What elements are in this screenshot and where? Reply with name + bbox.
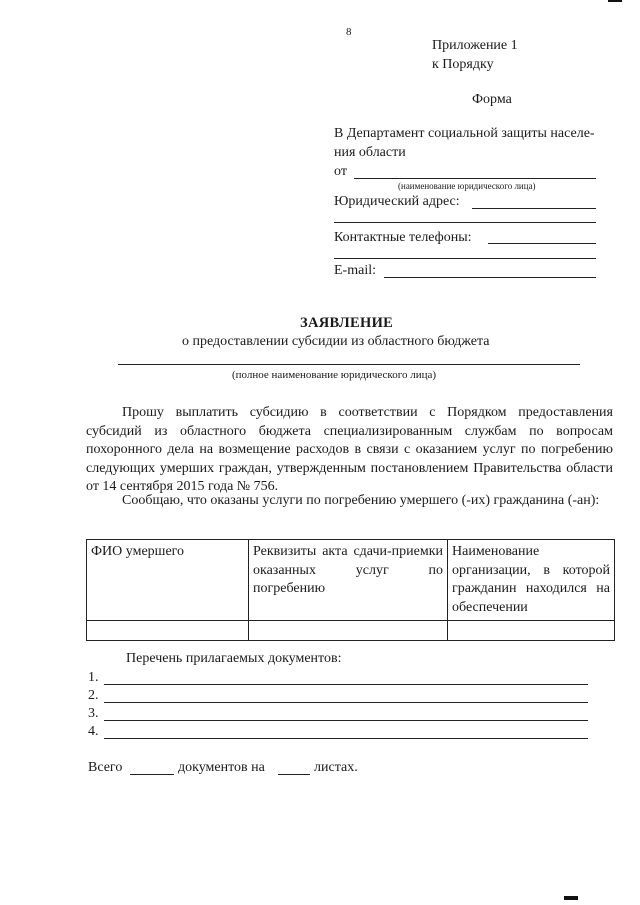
document-item-line[interactable]: [104, 684, 588, 685]
scan-mark-bottom: [564, 896, 578, 900]
legal-address-label: Юридический адрес:: [334, 194, 460, 209]
services-paragraph: Сообщаю, что оказаны услуги по погребению умершего (-их) гражданина (-ан):: [122, 493, 600, 508]
application-title: ЗАЯВЛЕНИЕ: [300, 315, 394, 331]
addressee-line-1: В Департамент социальной защиты населе-: [334, 126, 595, 141]
phones-extra-line[interactable]: [334, 258, 596, 259]
table-cell[interactable]: [249, 621, 448, 641]
total-sheets-line[interactable]: [278, 774, 310, 775]
document-item-number: 2.: [88, 688, 99, 703]
document-item-line[interactable]: [104, 702, 588, 703]
documents-on-label: документов на: [178, 760, 265, 775]
email-label: E-mail:: [334, 263, 376, 278]
services-table: [86, 539, 615, 641]
appendix-label: Приложение 1: [432, 38, 518, 53]
sheets-label: листах.: [314, 760, 358, 775]
scan-mark-top: [608, 0, 622, 2]
header-cell-deceased-name: ФИО умершего: [87, 540, 249, 621]
application-subtitle: о предоставлении субсидии из областного бюджета: [182, 334, 490, 349]
phones-field-line[interactable]: [488, 243, 596, 244]
from-label: от: [334, 164, 347, 179]
document-item-number: 4.: [88, 724, 99, 739]
total-label: Всего: [88, 760, 123, 775]
legal-address-extra-line[interactable]: [334, 222, 596, 223]
documents-heading: Перечень прилагаемых документов:: [126, 651, 342, 666]
header-cell-act-details: Реквизиты акта сдачи-приемки оказанных услуг по погребению: [249, 540, 448, 621]
from-field-line[interactable]: [354, 178, 596, 179]
organization-name-hint: (полное наименование юридического лица): [232, 369, 437, 381]
table-header-row: [87, 540, 615, 621]
organization-name-line[interactable]: [118, 364, 580, 365]
total-documents-line[interactable]: [130, 774, 174, 775]
table-cell[interactable]: [87, 621, 249, 641]
document-item-line[interactable]: [104, 720, 588, 721]
document-item-number: 1.: [88, 670, 99, 685]
phones-label: Контактные телефоны:: [334, 230, 472, 245]
request-paragraph: Прошу выплатить субсидию в соответствии с Порядком предоставления субсидий из областного бюджета специализированным службам по вопросам похоронного дела на возмещение расходов в связи с оказанием услуг по погребению следующих умерших граждан, утвержденным постановлением Правительства области от 14 сентября 2015 года № 756.: [86, 405, 613, 494]
table-row: [87, 621, 615, 641]
page-number: 8: [346, 26, 352, 38]
table-cell[interactable]: [448, 621, 615, 641]
appendix-reference: к Порядку: [432, 57, 494, 72]
document-item-line[interactable]: [104, 738, 588, 739]
form-label: Форма: [472, 92, 512, 107]
email-field-line[interactable]: [384, 277, 596, 278]
from-hint: (наименование юридического лица): [398, 181, 536, 191]
document-item-number: 3.: [88, 706, 99, 721]
header-cell-organization: Наименование организации, в которой гражданин находился на обеспечении: [448, 540, 615, 621]
addressee-line-2: ния области: [334, 145, 406, 160]
legal-address-field-line[interactable]: [472, 208, 596, 209]
